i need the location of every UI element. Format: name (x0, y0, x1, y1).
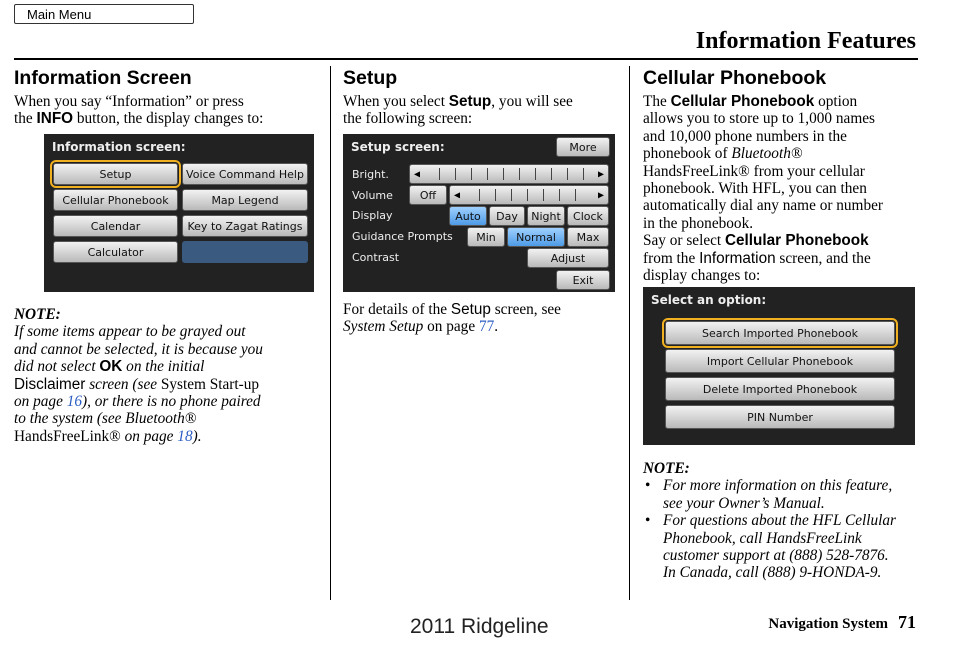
page-link[interactable]: 16 (66, 393, 82, 411)
section-heading-setup: Setup (343, 67, 398, 89)
more-button: More (556, 137, 610, 157)
screen-header: Information screen: (52, 140, 186, 154)
intro-paragraph: When you say “Information” or press the INFO button, the display changes to: (14, 93, 264, 128)
setup-button: Setup (53, 163, 178, 185)
right-arrow-icon: ▶ (597, 168, 605, 180)
empty-slot (182, 241, 308, 263)
guidance-max-button: Max (567, 227, 609, 247)
column-divider (629, 66, 630, 600)
column-divider (330, 66, 331, 600)
contrast-adjust-button: Adjust (527, 248, 609, 268)
row-label: Contrast (352, 251, 400, 264)
exit-button: Exit (556, 270, 610, 290)
setup-paragraph: When you select Setup, you will see the following screen: (343, 93, 573, 128)
voice-command-help-button: Voice Command Help (182, 163, 308, 185)
volume-slider (449, 185, 609, 205)
left-arrow-icon: ◀ (413, 168, 421, 180)
search-imported-phonebook-button: Search Imported Phonebook (665, 321, 895, 345)
page-link[interactable]: 77 (478, 318, 495, 336)
note-item: • For questions about the HFL Cellular Phonebook, call HandsFreeLink customer support at (888) 528-7876. In Canada, call (888) 9-HONDA-9. (643, 512, 933, 582)
setup-reference: For details of the Setup screen, see System Setup on page 77. (343, 301, 561, 336)
page-footer (768, 612, 916, 633)
section-heading-information-screen: Information Screen (14, 67, 192, 89)
display-night-button: Night (527, 206, 565, 226)
display-auto-button: Auto (449, 206, 487, 226)
page-title: Information Features (695, 28, 916, 54)
row-label: Volume (352, 189, 393, 202)
note-block: NOTE: If some items appear to be grayed out and cannot be selected, it is because you did not select OK on the initial Disclaimer screen (see System Start-up on page 16), or there is no phone paired to the system (see Bluetooth® HandsFreeLink® on page 18). (14, 306, 263, 445)
cellular-phonebook-button: Cellular Phonebook (53, 189, 178, 211)
phonebook-notes: NOTE: • For more information on this feature, see your Owner’s Manual. • For questions about the HFL Cellular Phonebook, call HandsFreeLink customer support at (888) 528-7876. In Canada, call (888) 9-HONDA-9. (643, 460, 933, 582)
section-heading-cellular-phonebook: Cellular Phonebook (643, 67, 827, 89)
page-link[interactable]: 18 (177, 427, 193, 445)
calendar-button: Calendar (53, 215, 178, 237)
map-legend-button: Map Legend (182, 189, 308, 211)
volume-off-button: Off (409, 185, 447, 205)
display-day-button: Day (489, 206, 525, 226)
main-menu-button[interactable]: Main Menu (14, 4, 194, 24)
delete-imported-phonebook-button: Delete Imported Phonebook (665, 377, 895, 401)
clock-button: Clock (567, 206, 609, 226)
guidance-min-button: Min (467, 227, 505, 247)
footer-label: Navigation System (768, 616, 888, 632)
cellular-phonebook-paragraph: The Cellular Phonebook option allows you to store up to 1,000 names and 10,000 phone numbers in the phonebook of Bluetooth® HandsFreeLink® from your cellular phonebook. With HFL, you can then automatically dial any name or number in the phonebook. Say or select Cellular Phonebook from the Information screen, and the display changes to: (643, 93, 883, 285)
information-screen-image (44, 134, 314, 292)
page-number: 71 (898, 612, 916, 632)
guidance-normal-button: Normal (507, 227, 565, 247)
watermark: 2011 Ridgeline (410, 615, 549, 638)
row-label: Display (352, 209, 393, 222)
pin-number-button: PIN Number (665, 405, 895, 429)
screen-header: Select an option: (651, 293, 767, 307)
setup-screen-image (343, 134, 615, 292)
row-label: Guidance Prompts (352, 230, 453, 243)
brightness-slider (409, 164, 609, 184)
row-label: Bright. (352, 168, 389, 181)
phonebook-options-screen-image (643, 287, 915, 445)
calculator-button: Calculator (53, 241, 178, 263)
import-cellular-phonebook-button: Import Cellular Phonebook (665, 349, 895, 373)
header-rule (14, 58, 918, 60)
screen-header: Setup screen: (351, 140, 445, 154)
right-arrow-icon: ▶ (597, 189, 605, 201)
note-item: • For more information on this feature, see your Owner’s Manual. (643, 477, 933, 512)
left-arrow-icon: ◀ (453, 189, 461, 201)
key-to-zagat-ratings-button: Key to Zagat Ratings (182, 215, 308, 237)
